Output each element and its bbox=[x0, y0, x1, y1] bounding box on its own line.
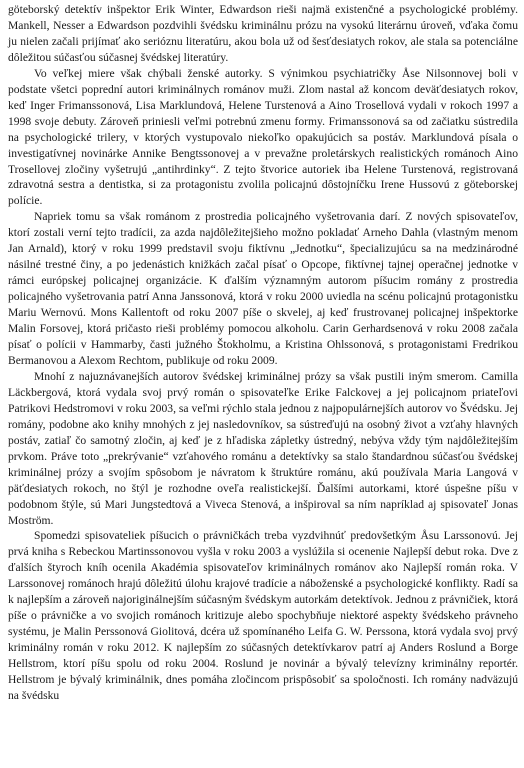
paragraph-3: Napriek tomu sa však románom z prostredia policajného vyšetrovania darí. Z nových spisovateľov, ktorí zostali verní tejto tradícii, za azda najdôležitejšieho možno pokladať Arneho Dahla (vlastným menom Jan Arnald), ktorý v roku 1999 predstavil svoju fiktívnu „Jednotku“, špecializujúcu sa na medzinárodné násilné trestné činy, a po jedenástich knižkách začal písať o Opcope, fiktívnej tajnej operačnej jednotke v rámci európskej policajnej organizácie. K ďalším významným autorom píšucim romány z prostredia policajného vyšetrovania patrí Anna Janssonová, ktorá v roku 2000 uviedla na scénu policajnú protagonistku Mariu Wernovú. Mons Kallentoft od roku 2007 píše o skvelej, aj keď frustrovanej policajnej inšpektorke Malin Forsovej, ktorá pričasto rieši problémy pomocou alkoholu. Carin Gerhardsenová v roku 2008 začala písať o polícii v Hammarby, časti južného Štokholmu, a Kristina Ohlssonová, s protagonistami Fredrikou Bermanovou a Alexom Rechtom, publikuje od roku 2009. bbox=[8, 210, 518, 367]
paragraph-4: Mnohí z najuznávanejších autorov švédskej kriminálnej prózy sa však pustili iným smerom. Camilla Läckbergová, ktorá vydala svoj prvý román o spisovateľke Erike Falckovej a jej policajnom priateľovi Patrikovi Hedstromovi v roku 2003, sa veľmi rýchlo stala jednou z najpopulárnejších autorov vo Švédsku. Jej romány, podobne ako knihy mnohých z jej nasledovníkov, sa sústreďujú na osobný život a vzťahy hlavných postáv, zatiaľ čo samotný zločin, aj keď je z hľadiska zápletky ústredný, nebýva vždy tým najdôležitejším prvkom. Práve toto „prekrývanie“ vzťahového románu a detektívky sa stalo štandardnou súčasťou švédskej kriminálnej prózy a svojím spôsobom je návratom k štruktúre románu, akú používala Maria Langová v päťdesiatych rokoch, no štýl je rozhodne oveľa realistickejší. Ďalšími autorkami, ktoré úspešne píšu v podobnom štýle, sú Mari Jungstedtová a Viveca Stenová, a inšpiroval sa ním napríklad aj spisovateľ Jonas Moström. bbox=[8, 369, 518, 527]
paragraph-5: Spomedzi spisovateliek píšucich o právničkách treba vyzdvihnúť predovšetkým Åsu Larssonovú. Jej prvá kniha s Rebeckou Martinssonovou vyšla v roku 2003 a vyslúžila si ocenenie Najlepší debut roka. Dve z ďalších štyroch kníh ocenila Akadémia spisovateľov kriminálnych románov ako Najlepší román roka. V Larssonovej románoch hrajú dôležitú úlohu krajové tradície a náboženské a psychologické konflikty. Radí sa k najlepším a zároveň najoriginálnejším súčasným švédskym autorkám detektívok. Jednou z právničiek, ktorá píše o právničke a vo svojich románoch kritizuje alebo spochybňuje niektoré aspekty švédskeho právneho systému, je Malin Perssonová Giolitová, dcéra už spomínaného Leifa G. W. Perssona, ktorá vydala svoj prvý kriminálny román v roku 2012. K najlepším zo súčasných detektívkarov patrí aj Anders Roslund a Borge Hellstrom, ktorí píšu spolu od roku 2004. Roslund je novinár a bývalý televízny kriminálny reportér. Hellstrom je bývalý kriminálnik, dnes pomáha zločincom prispôsobiť sa spoločnosti. Ich romány nadväzujú na švédsku bbox=[8, 529, 518, 702]
paragraph-1: göteborský detektív inšpektor Erik Winter, Edwardson rieši najmä existenčné a psychologické problémy. Mankell, Nesser a Edwardson pozdvihli švédsku kriminálnu prózu na vysokú literárnu úroveň, vďaka čomu ju nielen začali prijímať ako serióznu literatúru, akou bola už od šesťdesiatych rokov, ale stala sa potenciálne dôležitou súčasťou súčasnej švédskej literatúry. bbox=[8, 3, 518, 64]
paragraph-2: Vo veľkej miere však chýbali ženské autorky. S výnimkou psychiatričky Åse Nilsonnovej boli v podstate všetci poprední autori kriminálnych románov muži. Zlom nastal až koncom deväťdesiatych rokov, keď Inger Frimanssonová, Lisa Marklundová, Helene Turstenová a Aino Trosellová vydali v rokoch 1997 a 1998 svoje debuty. Zároveň priniesli veľmi potrebnú zmenu formy. Frimanssonová sa od začiatku sústredila na psychologické trilery, v ktorých vystupovalo niekoľko opakujúcich sa postáv. Marklundová písala o investigatívnej novinárke Annike Bengtssonovej a v prevažne proletárskych realistických románoch Aino Trosellovej zločiny vyšetrujú „antihrdinky“. Z tejto štvorice autoriek iba Helene Turstenová, registrovaná zdravotná sestra a dentistka, si za protagonistu zvolila policajnú dôstojníčku Irene Hussovú z göteborskej polície. bbox=[8, 66, 518, 208]
